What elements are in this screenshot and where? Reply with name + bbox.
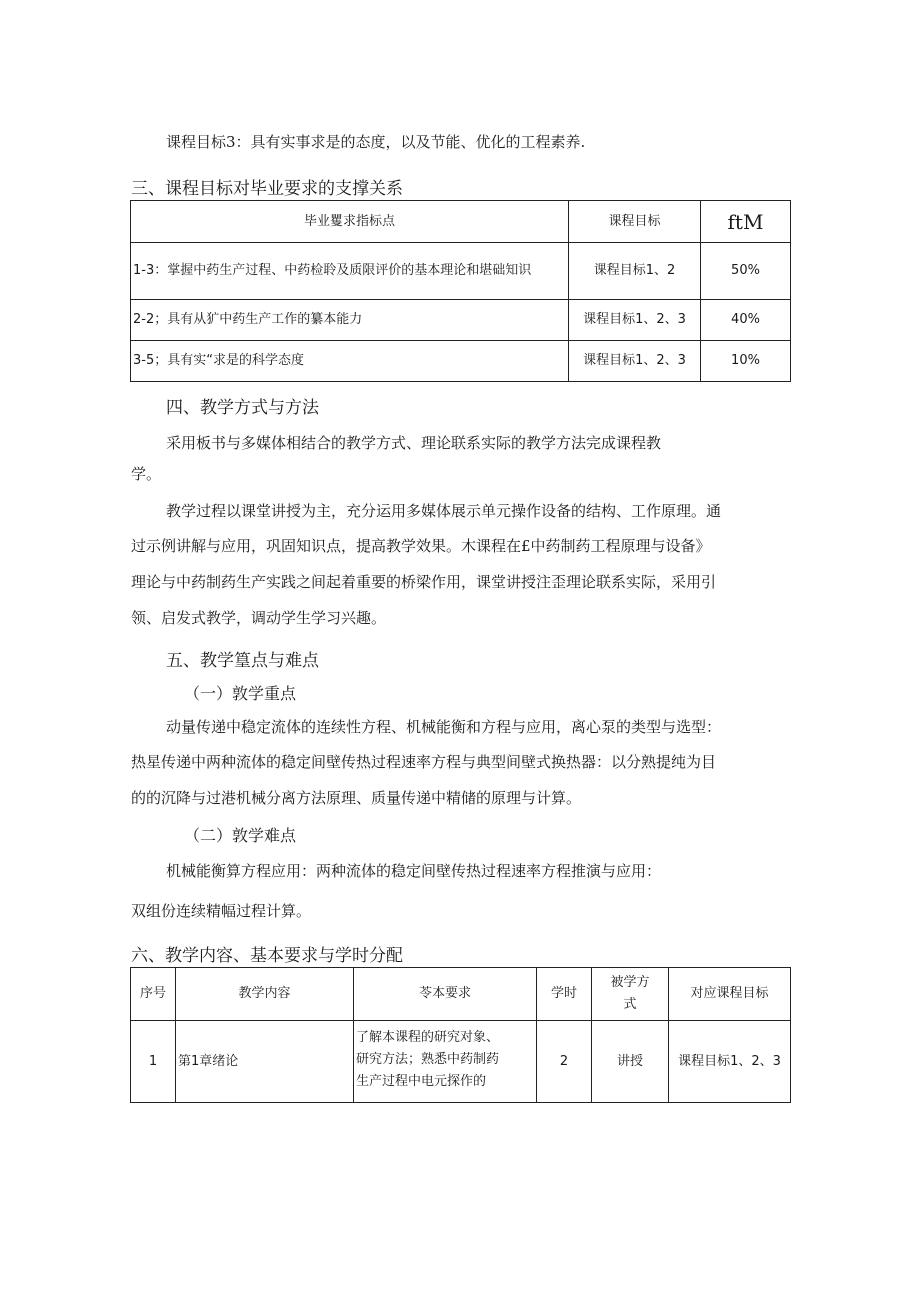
weight-cell: 10% xyxy=(701,341,791,382)
weight-cell: 50% xyxy=(701,243,791,300)
teaching-content-table xyxy=(130,967,791,1103)
hours-cell: 2 xyxy=(537,1021,592,1103)
requirement-line: 研究方法；熟悉中药制药 xyxy=(356,1052,500,1067)
section-3-heading: 三、课程目标对毕业要求的支撑关系 xyxy=(131,179,403,199)
paragraph-line: 热星传递中两种流体的稳定间壁传热过程速率方程与典型间壁式换热器：以分熟提纯为目 xyxy=(131,753,717,771)
header-cell: ftM xyxy=(701,201,791,243)
section-4-heading: 四、教学方式与方法 xyxy=(166,398,319,418)
content-cell: 第1章绪论 xyxy=(176,1021,354,1103)
requirement-point-cell: 1-3：掌握中药生产过程、中药检聆及质限评价的基本理论和堪础知识 xyxy=(131,243,569,300)
header-cell: 学时 xyxy=(537,968,592,1021)
header-cell: 对应课程目标 xyxy=(669,968,791,1021)
subsection-heading: （二）敦学难点 xyxy=(184,826,297,845)
paragraph-line: 领、启发式教学，调动学生学习兴趣。 xyxy=(131,609,387,627)
table-row xyxy=(131,300,791,341)
paragraph-line: 过示例讲解与应用，巩固知识点，提高教学效果。木课程在£中药制药工程原理与设备》 xyxy=(131,537,711,555)
goal-cell: 课程目标1、2、3 xyxy=(569,300,701,341)
course-goal-3-text: 课程目标3：具有实事求是的态度，以及节能、优化的工程素养. xyxy=(166,133,586,151)
support-relation-table xyxy=(130,200,791,382)
paragraph-line: 采用板书与多媒体相结合的教学方式、理论联系实际的教学方法完成课程教 xyxy=(166,434,662,452)
paragraph-line: 机械能衡算方程应用：两种流体的稳定间壁传热过程速率方程推演与应用： xyxy=(166,862,662,880)
method-cell: 讲授 xyxy=(592,1021,669,1103)
section-6-heading: 六、教学内容、基本要求与学时分配 xyxy=(131,946,403,966)
requirement-line: 了解本课程的研究对象、 xyxy=(356,1030,500,1045)
header-cell: 课程目标 xyxy=(569,201,701,243)
requirement-line: 生产过程中电元探作的 xyxy=(356,1074,487,1089)
weight-cell: 40% xyxy=(701,300,791,341)
header-cell: 苓本要求 xyxy=(354,968,537,1021)
paragraph-line: 学。 xyxy=(131,465,162,483)
requirement-cell xyxy=(354,1021,537,1103)
paragraph-line: 的的沉降与过港机械分离方法原理、质量传递中精储的原理与计算。 xyxy=(131,789,582,807)
subsection-heading: （一）敦学重点 xyxy=(184,684,297,703)
table-row xyxy=(131,1021,791,1103)
requirement-point-cell: 2-2；具有从犷中药生产工作的纂本能力 xyxy=(131,300,569,341)
goal-cell: 课程目标1、2 xyxy=(569,243,701,300)
goal-cell: 课程目标1、2、3 xyxy=(669,1021,791,1103)
table-header-row xyxy=(131,201,791,243)
table-header-row xyxy=(131,968,791,1021)
section-5-heading: 五、教学篁点与难点 xyxy=(166,651,319,671)
paragraph-line: 理论与中药制药生产实践之间起着重要的桥梁作用，课堂讲授注歪理论联系实际，采用引 xyxy=(131,573,717,591)
paragraph-line: 双组份连续精幅过程计算。 xyxy=(131,902,312,920)
table-row xyxy=(131,243,791,300)
goal-cell: 课程目标1、2、3 xyxy=(569,341,701,382)
requirement-point-cell: 3-5；具有实“求是的科学态度 xyxy=(131,341,569,382)
header-cell: 毕业矍求指标点 xyxy=(131,201,569,243)
row-number-cell: 1 xyxy=(131,1021,176,1103)
header-cell: 被学方式 xyxy=(592,968,669,1021)
paragraph-line: 教学过程以课堂讲授为主，充分运用多媒体展示单元操作设备的结构、工作原理。通 xyxy=(166,502,722,520)
header-cell: 序号 xyxy=(131,968,176,1021)
header-cell: 教学内容 xyxy=(176,968,354,1021)
table-row xyxy=(131,341,791,382)
paragraph-line: 动量传递中稳定流体的连续性方程、机械能衡和方程与应用，离心泵的类型与选型： xyxy=(166,718,722,736)
